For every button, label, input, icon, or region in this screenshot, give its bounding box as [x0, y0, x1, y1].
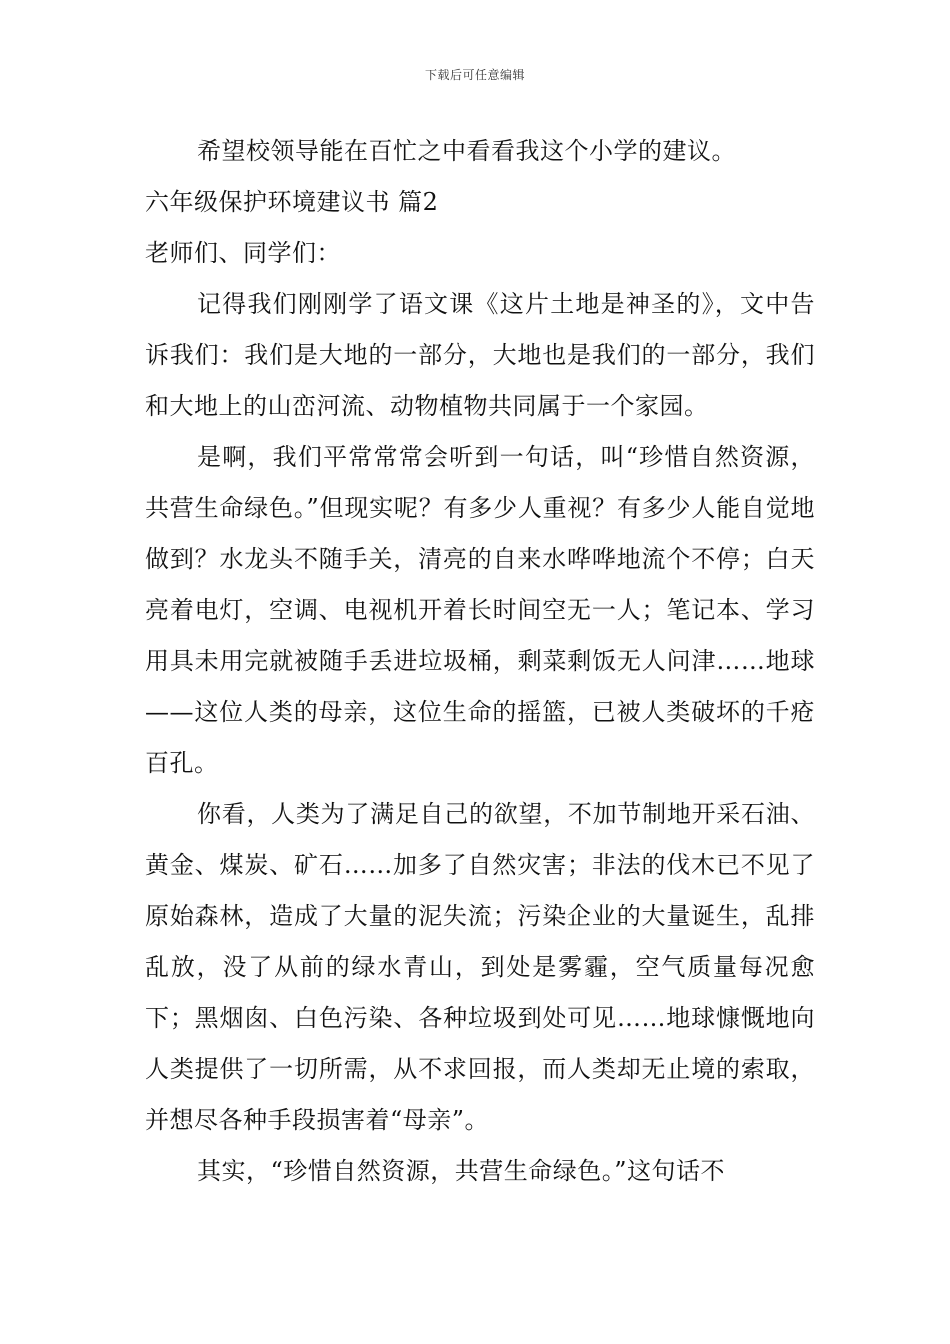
paragraph-reality: 是啊，我们平常常常会听到一句话，叫“珍惜自然资源，共营生命绿色。”但现实呢？有多少人重视？有多少人能自觉地做到？水龙头不随手关，清亮的自来水哗哗地流个不停；白天亮着电灯，空调、电视机开着长时间空无一人；笔记本、学习用具未用完就被随手丢进垃圾桶，剩菜剩饭无人问津……地球——这位人类的母亲，这位生命的摇篮，已被人类破坏的千疮百孔。	[145, 443, 815, 777]
paragraph-closing-wish: 希望校领导能在百忙之中看看我这个小学的建议。	[197, 137, 736, 165]
salutation: 老师们、同学们：	[145, 239, 341, 267]
page-header-note: 下载后可任意编辑	[424, 68, 525, 82]
paragraph-continued: 其实，“珍惜自然资源，共营生命绿色。”这句话不	[197, 1157, 726, 1185]
document-body	[145, 126, 815, 1197]
paragraph-intro: 记得我们刚刚学了语文课《这片土地是神圣的》，文中告诉我们：我们是大地的一部分，大地也是我们的一部分，我们和大地上的山峦河流、动物植物共同属于一个家园。	[145, 290, 815, 420]
paragraph-damage: 你看，人类为了满足自己的欲望，不加节制地开采石油、黄金、煤炭、矿石……加多了自然灾害；非法的伐木已不见了原始森林，造成了大量的泥失流；污染企业的大量诞生，乱排乱放，没了从前的绿水青山，到处是雾霾，空气质量每况愈下；黑烟囱、白色污染、各种垃圾到处可见……地球慷慨地向人类提供了一切所需，从不求回报，而人类却无止境的索取，并想尽各种手段损害着“母亲”。	[145, 800, 815, 1134]
section-title: 六年级保护环境建议书 篇2	[145, 188, 439, 216]
